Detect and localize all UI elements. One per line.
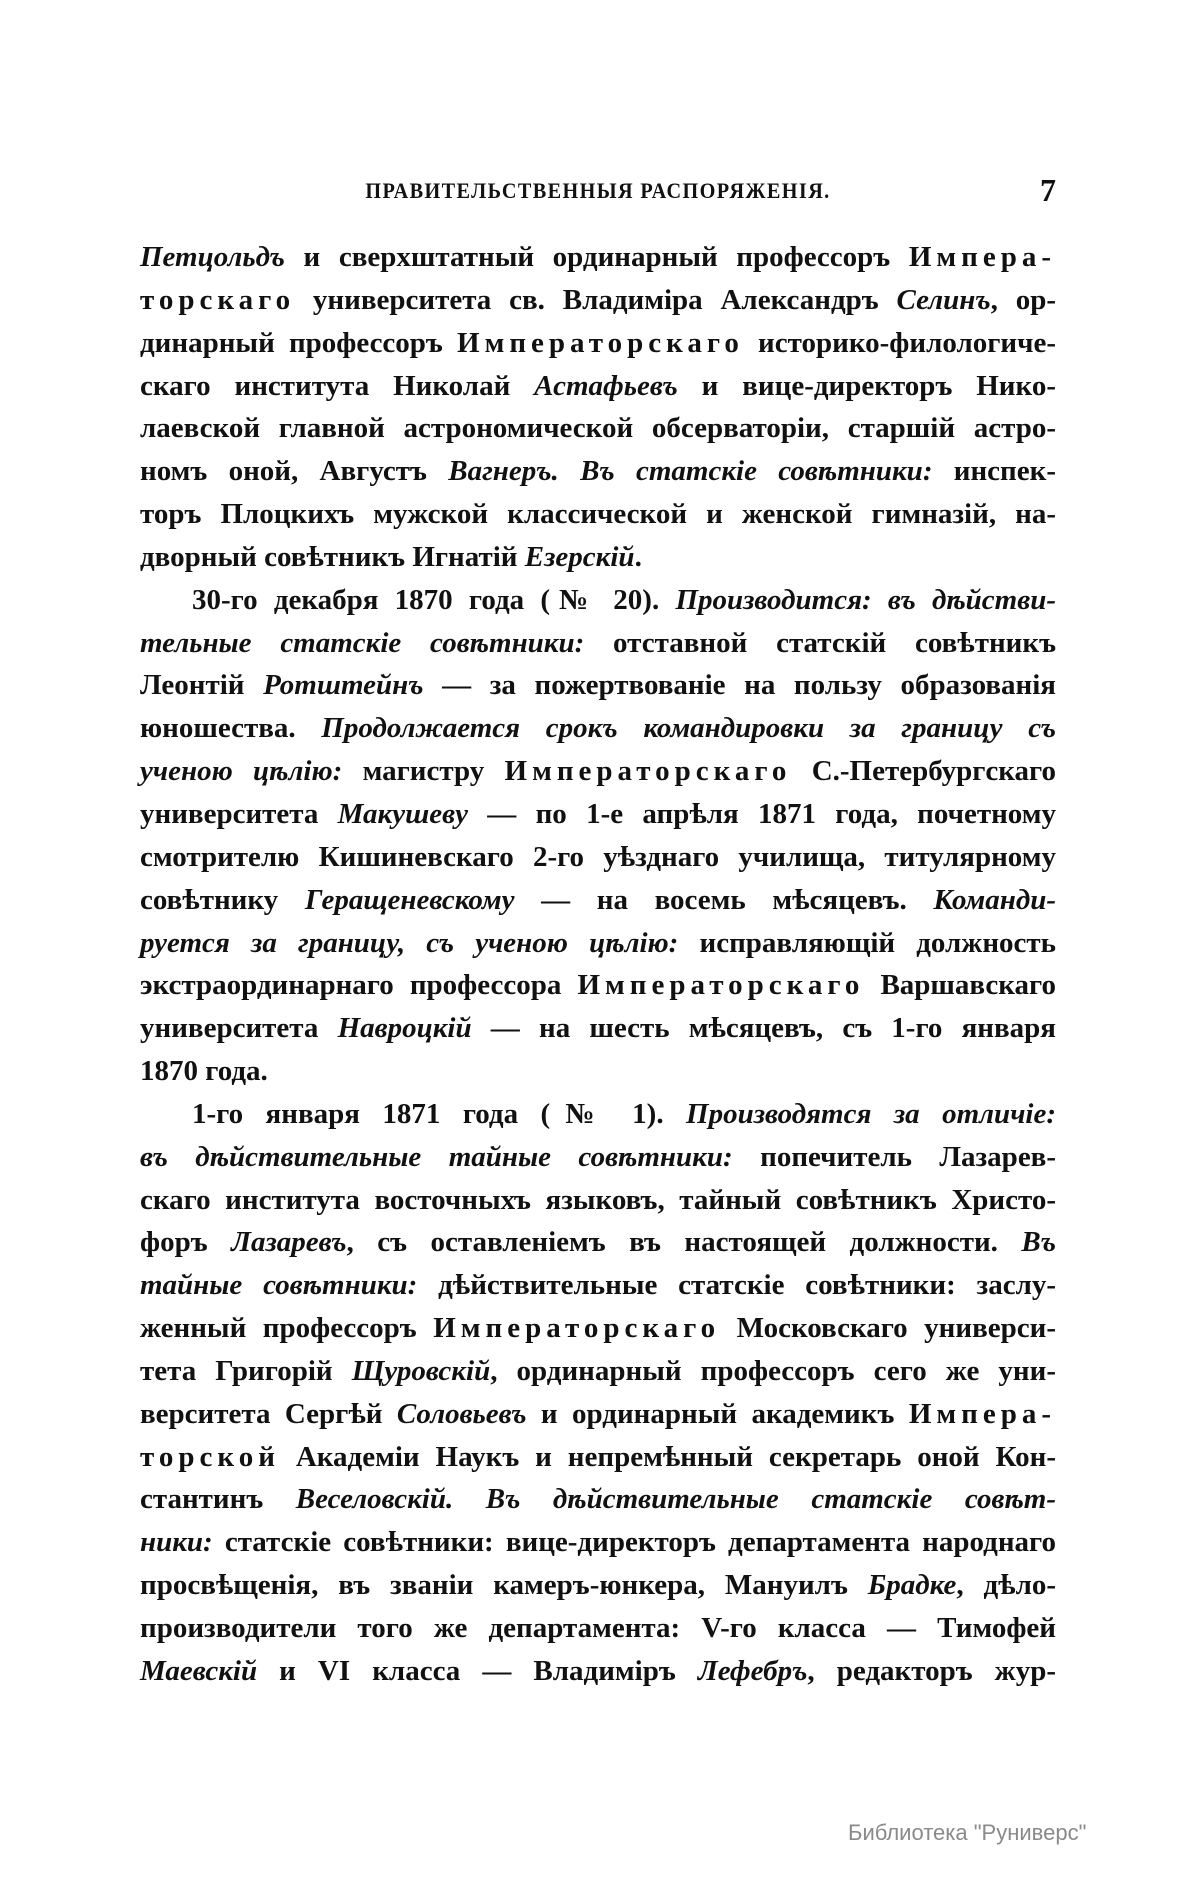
spaced-text: Импера- (908, 1397, 1056, 1430)
italic-text: Соловьевъ (396, 1397, 527, 1430)
italic-text: Езерскій (524, 540, 635, 573)
text-segment: С.-Петербургскаго (791, 755, 1056, 788)
text-segment: просвѣщенія, въ званіи камеръ-юнкера, Мануилъ (140, 1569, 868, 1602)
italic-text: тайные совѣтники: (140, 1269, 418, 1302)
text-segment: , съ оставленіемъ въ настоящей должности. (346, 1226, 1022, 1259)
spaced-text: торской (140, 1440, 280, 1473)
text-line (140, 1478, 1056, 1521)
text-segment: , дѣло- (956, 1569, 1056, 1602)
text-segment: Леонтій (140, 669, 264, 702)
text-line (140, 1607, 1056, 1650)
italic-text: Щуровскій (351, 1354, 491, 1387)
page-number: 7 (1040, 172, 1056, 208)
text-line (140, 1393, 1056, 1436)
text-line (140, 1650, 1056, 1693)
italic-text: Астафьевъ (534, 369, 678, 402)
text-segment: , ординарный профессоръ сего же уни- (490, 1354, 1056, 1387)
text-segment: университета св. Владиміра Александръ (295, 283, 897, 316)
text-line (140, 750, 1056, 793)
page-body-text (140, 236, 1056, 1693)
running-head-title: ПРАВИТЕЛЬСТВЕННЫЯ РАСПОРЯЖЕНІЯ. (365, 178, 831, 203)
text-line (140, 450, 1056, 493)
text-segment: торъ Плоцкихъ мужской классической и женской гимназій, на- (140, 498, 1056, 531)
text-segment: верситета Сергѣй (140, 1397, 397, 1430)
text-segment: 30-го декабря 1870 года (№ 20). (192, 583, 676, 616)
italic-text: Производятся за отличіе: (686, 1097, 1056, 1130)
text-line (140, 407, 1056, 450)
italic-text: тельные статскіе совѣтники: (140, 626, 585, 659)
text-line (140, 1436, 1056, 1479)
text-segment: — на шесть мѣсяцевъ, съ 1-го января (471, 1012, 1056, 1045)
running-head (140, 172, 1056, 212)
text-segment: — на восемь мѣсяцевъ. (514, 883, 934, 916)
text-segment: Академіи Наукъ и непремѣнный секретарь оной Кон- (279, 1440, 1056, 1473)
text-segment: форъ (140, 1226, 232, 1259)
text-segment: инспек- (932, 455, 1057, 488)
text-line (140, 1007, 1056, 1050)
italic-text: Лефебръ (697, 1654, 808, 1687)
italic-text: Петцольдъ (140, 241, 285, 273)
text-segment: скаго института Николай (140, 369, 535, 402)
spaced-text: Императорскаго (504, 755, 792, 788)
text-segment: , ор- (990, 283, 1056, 316)
text-segment: динарный профессоръ (140, 326, 458, 359)
spaced-text: торскаго (140, 283, 296, 316)
italic-text: Команди- (933, 883, 1056, 916)
italic-text: Ротштейнъ (263, 669, 424, 702)
library-watermark: Библиотека "Руниверс" (848, 1820, 1087, 1845)
text-line (140, 536, 1056, 579)
text-segment: университета (140, 1012, 338, 1045)
text-segment: тета Григорій (140, 1354, 352, 1387)
italic-text: Геращеневскому (304, 883, 515, 916)
text-segment: и VI класса — Владиміръ (257, 1654, 698, 1687)
text-line (140, 1179, 1056, 1222)
text-segment: — по 1-е апрѣля 1871 года, почетному (467, 797, 1056, 830)
italic-text: Брадке (867, 1569, 957, 1602)
spaced-text: Императорскаго (433, 1312, 721, 1345)
text-segment: отставной статскій совѣтникъ (584, 626, 1056, 659)
text-line (140, 1264, 1056, 1307)
spaced-text: Императорскаго (577, 969, 865, 1002)
text-line (140, 365, 1056, 408)
text-line (140, 279, 1056, 322)
text-segment: производители того же департамента: V-го класса — Тимофей (140, 1612, 1056, 1644)
text-segment: лаевской главной астрономической обсерваторіи, старшій астро- (140, 412, 1056, 445)
text-segment: исправляющій должность (678, 926, 1056, 959)
text-segment: магистру (342, 755, 505, 788)
text-segment: и сверхштатный ординарный профессоръ (284, 241, 909, 273)
text-segment: статскіе совѣтники: вице-директоръ департамента народнаго (212, 1526, 1056, 1559)
italic-text: Лазаревъ (231, 1226, 347, 1259)
text-segment: совѣтнику (140, 883, 305, 916)
text-segment: скаго института восточныхъ языковъ, тайный совѣтникъ Христо- (140, 1183, 1056, 1216)
text-segment: стантинъ (140, 1483, 296, 1516)
text-line (140, 236, 1056, 279)
italic-text: Навроцкій (337, 1012, 472, 1045)
text-line (140, 579, 1056, 622)
text-line (140, 964, 1056, 1007)
text-segment: экстраординарнаго профессора (140, 969, 578, 1002)
italic-text: Маевскій (140, 1654, 258, 1687)
italic-text: ники: (140, 1526, 213, 1559)
text-segment: и ординарный академикъ (526, 1397, 909, 1430)
text-line (140, 836, 1056, 879)
text-segment: 1-го января 1871 года (№ 1). (192, 1097, 687, 1130)
text-line (140, 1050, 1056, 1093)
text-line (140, 322, 1056, 365)
text-line (140, 707, 1056, 750)
text-line (140, 493, 1056, 536)
text-segment: , редакторъ жур- (807, 1654, 1056, 1687)
text-line (140, 664, 1056, 707)
italic-text: руется за границу, съ ученою цѣлію: (140, 926, 679, 959)
text-segment: Московскаго универси- (720, 1312, 1056, 1345)
text-segment: — за пожертвованіе на пользу образованія (423, 669, 1056, 702)
text-line (140, 1307, 1056, 1350)
text-segment: . (634, 540, 642, 573)
text-segment: университета (140, 797, 338, 830)
text-segment: и вице-директоръ Нико- (677, 369, 1056, 402)
text-line (140, 922, 1056, 965)
italic-text: Селинъ (896, 283, 991, 316)
text-line (140, 622, 1056, 665)
text-segment: Варшавскаго (864, 969, 1056, 1002)
italic-text: въ дѣйствительные тайные совѣтники: (140, 1140, 733, 1173)
text-segment: дворный совѣтникъ Игнатій (140, 540, 525, 573)
text-segment: историко-филологиче- (743, 326, 1056, 359)
text-line (140, 793, 1056, 836)
text-line (140, 879, 1056, 922)
text-line (140, 1221, 1056, 1264)
spaced-text: Импера- (908, 241, 1056, 273)
text-line (140, 1564, 1056, 1607)
italic-text: Въ (1021, 1226, 1056, 1259)
text-segment: женный профессоръ (140, 1312, 434, 1345)
italic-text: Вагнеръ. Въ статскіе совѣтники: (448, 455, 933, 488)
text-line (140, 1521, 1056, 1564)
text-segment: дѣйствительные статскіе совѣтники: заслу- (417, 1269, 1056, 1302)
text-line (140, 1136, 1056, 1179)
text-segment: номъ оной, Августъ (140, 455, 449, 488)
text-line (140, 1093, 1056, 1136)
text-segment: 1870 года. (140, 1055, 268, 1088)
italic-text: ученою цѣлію: (140, 755, 343, 788)
italic-text: Веселовскій. Въ дѣйствительные статскіе совѣт- (295, 1483, 1056, 1516)
italic-text: Продолжается срокъ командировки за границу съ (321, 712, 1057, 745)
italic-text: Макушеву (337, 797, 468, 830)
italic-text: Производится: въ дѣйстви- (675, 583, 1056, 616)
text-line (140, 1350, 1056, 1393)
text-segment: юношества. (140, 712, 322, 745)
text-segment: смотрителю Кишиневскаго 2-го уѣзднаго училища, титулярному (140, 840, 1056, 873)
spaced-text: Императорскаго (457, 326, 744, 359)
text-segment: попечитель Лазарев- (732, 1140, 1057, 1173)
